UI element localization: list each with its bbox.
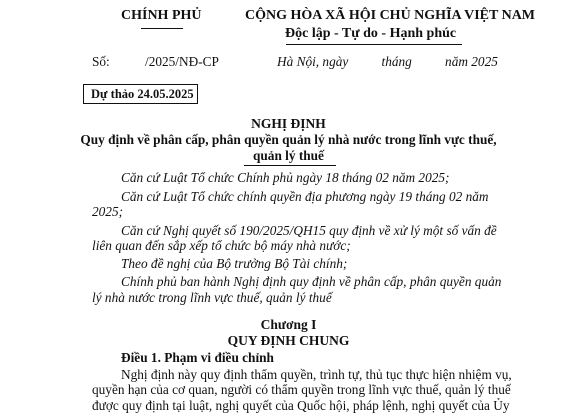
document-title-line2: quản lý thuế <box>253 148 324 163</box>
draft-label: Dự thảo 24.05.2025 <box>91 87 194 101</box>
preamble-line: liên quan đến sắp xếp tổ chức bộ máy nhà nước; <box>92 238 351 253</box>
preamble-line: Căn cứ Nghị quyết số 190/2025/QH15 quy định về xử lý một số vấn đề <box>121 223 497 238</box>
chapter-title: QUY ĐỊNH CHUNG <box>227 333 350 348</box>
decree-number: /2025/NĐ-CP <box>145 54 219 69</box>
preamble-line: Căn cứ Luật Tổ chức chính quyền địa phương ngày 19 tháng 02 năm <box>121 189 489 204</box>
chapter-number: Chương I <box>260 317 317 332</box>
article-heading: Điều 1. Phạm vi điều chỉnh <box>121 350 274 365</box>
preamble-line: 2025; <box>92 204 124 219</box>
agency-underline <box>141 28 183 29</box>
number-label: Số: <box>92 54 110 69</box>
article-line: được quy định tại luật, nghị quyết của Quốc hội, pháp lệnh, nghị quyết của Ủy <box>92 398 510 413</box>
agency-name: CHÍNH PHỦ <box>121 8 202 23</box>
article-line: quyền hạn của cơ quan, người có thẩm quyền trong lĩnh vực thuế, quản lý thuế <box>92 382 511 397</box>
document-type: NGHỊ ĐỊNH <box>251 116 326 131</box>
national-motto: Độc lập - Tự do - Hạnh phúc <box>285 26 457 41</box>
preamble-line: Theo đề nghị của Bộ trưởng Bộ Tài chính; <box>121 256 348 271</box>
document-title-line1: Quy định về phân cấp, phân quyền quản lý nhà nước trong lĩnh vực thuế, <box>80 132 497 147</box>
preamble-line: lý nhà nước trong lĩnh vực thuế, quản lý thuế <box>92 290 332 305</box>
place-date: Hà Nội, ngày tháng năm 2025 <box>277 54 498 69</box>
title-underline <box>244 165 336 166</box>
preamble-line: Căn cứ Luật Tổ chức Chính phủ ngày 18 tháng 02 năm 2025; <box>121 170 450 185</box>
preamble-line: Chính phủ ban hành Nghị định quy định về phân cấp, phân quyền quản <box>121 274 502 289</box>
motto-underline <box>286 44 462 45</box>
article-line: Nghị định này quy định thẩm quyền, trình tự, thủ tục thực hiện nhiệm vụ, <box>121 367 512 382</box>
draft-label-box <box>83 84 198 104</box>
nation-name: CỘNG HÒA XÃ HỘI CHỦ NGHĨA VIỆT NAM <box>245 8 536 23</box>
